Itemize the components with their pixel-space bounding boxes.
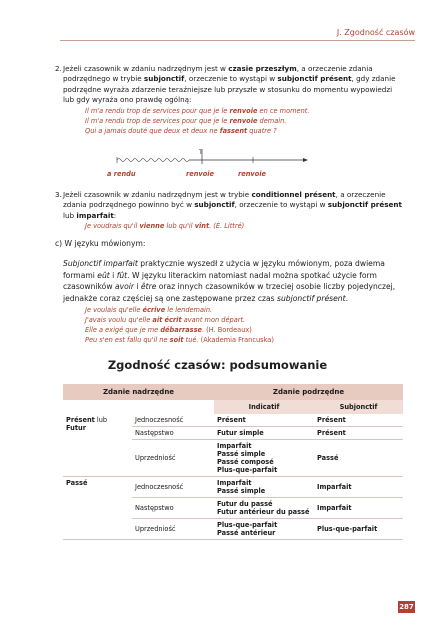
timeline-label: renvoie [186,170,214,178]
subjonctif-cell: Passé [314,440,403,477]
example-line: Il m'a rendu trop de services pour que je le renvoie en ce moment. [85,106,310,115]
indicatif-cell: Présent [214,414,314,427]
relation-cell: Następstwo [132,498,214,519]
indicatif-cell: Plus-que-parfait Passé antérieur [214,519,314,540]
indicatif-cell: Futur du passé Futur antérieur du passé [214,498,314,519]
section-c-paragraph: Subjonctif imparfait praktycznie wyszedł z użycia w języku mówionym, poza dwiema formami eût i fût. W języku literackim natomiast nadal można spotkać użycie form czasowników avoir i être oraz innych czasowników w trzeciej osobie liczby pojedynczej, jednakże coraz częściej są one zastępowane przez czas subjonctif présent. [63,259,396,303]
timeline-axis [103,148,313,170]
header-subjonctif: Subjonctif [314,400,403,414]
relation-cell: Jednoczesność [132,477,214,498]
section-number: 2. [55,64,62,73]
section-2 [55,64,403,136]
group-present-futur: Présent lub Futur [63,414,132,477]
example-line: Je voulais qu'elle écrive le lendemain. [85,306,213,314]
example-line: Elle a exigé que je me débarrasse. (H. Bordeaux) [85,326,252,334]
table-subheader-row [63,400,403,414]
relation-cell: Uprzedniość [132,519,214,540]
section-c-examples [63,305,403,345]
running-header: J. Zgodność czasów [336,28,415,37]
table-row [63,414,403,427]
table-header-row [63,384,403,400]
subjonctif-cell: Imparfait [314,498,403,519]
page-number: 287 [399,603,414,611]
header-indicatif: Indicatif [214,400,314,414]
subjonctif-cell: Plus-que-parfait [314,519,403,540]
summary-title: Zgodność czasów: podsumowanie [107,358,328,372]
relation-cell: Uprzedniość [132,440,214,477]
group-passe: Passé [63,477,132,540]
timeline-label: renvoie [238,170,266,178]
section-3-text: Jeżeli czasownik w zdaniu nadrzędnym jest w trybie conditionnel présent, a orzeczenie zdania podrzędnego powinno być w subjonctif, orzeczenie to wystąpi w subjonctif présent lub imparfait: [63,190,402,220]
header-main-clause: Zdanie nadrzędne [63,384,214,400]
indicatif-cell: Futur simple [214,427,314,440]
section-3 [55,190,403,231]
timeline-label: a rendu [107,170,136,178]
relation-cell: Następstwo [132,427,214,440]
subjonctif-cell: Présent [314,427,403,440]
section-2-text: Jeżeli czasownik w zdaniu nadrzędnym jest w czasie przeszłym, a orzeczenie zdania podrzędnego w trybie subjonctif, orzeczenie to wystąpi w subjonctif présent, gdy zdanie podrzędne wyraża zdarzenie teraźniejsze lub przyszłe w stosunku do momentu wypowiedzi lub gdy wyraża ono prawdę ogólną: [63,64,396,105]
header-subordinate-clause: Zdanie podrzędne [214,384,403,400]
section-number: 3. [55,190,62,199]
indicatif-cell: Imparfait Passé simple [214,477,314,498]
relation-cell: Jednoczesność [132,414,214,427]
example-line: Peu s'en est fallu qu'il ne soit tué. (Akademia Francuska) [85,336,274,344]
example-line: Je voudrais qu'il vienne lub qu'il vînt. (É. Littré) [85,222,245,231]
example-line: Qui a jamais douté que deux et deux ne fassent quatre ? [85,126,277,135]
section-c-heading: c) W języku mówionym: [55,239,146,248]
subjonctif-cell: Présent [314,414,403,427]
indicatif-cell: Imparfait Passé simple Passé composé Plus-que-parfait [214,440,314,477]
subjonctif-cell: Imparfait [314,477,403,498]
table-row [63,477,403,498]
example-line: Il m'a rendu trop de services pour que je le renvoie demain. [85,116,287,125]
timeline-diagram [103,148,313,182]
header-divider [60,40,415,41]
example-line: J'avais voulu qu'elle ait écrit avant mon départ. [85,316,246,324]
timeline-marker: T [199,149,203,156]
summary-table [63,384,403,540]
